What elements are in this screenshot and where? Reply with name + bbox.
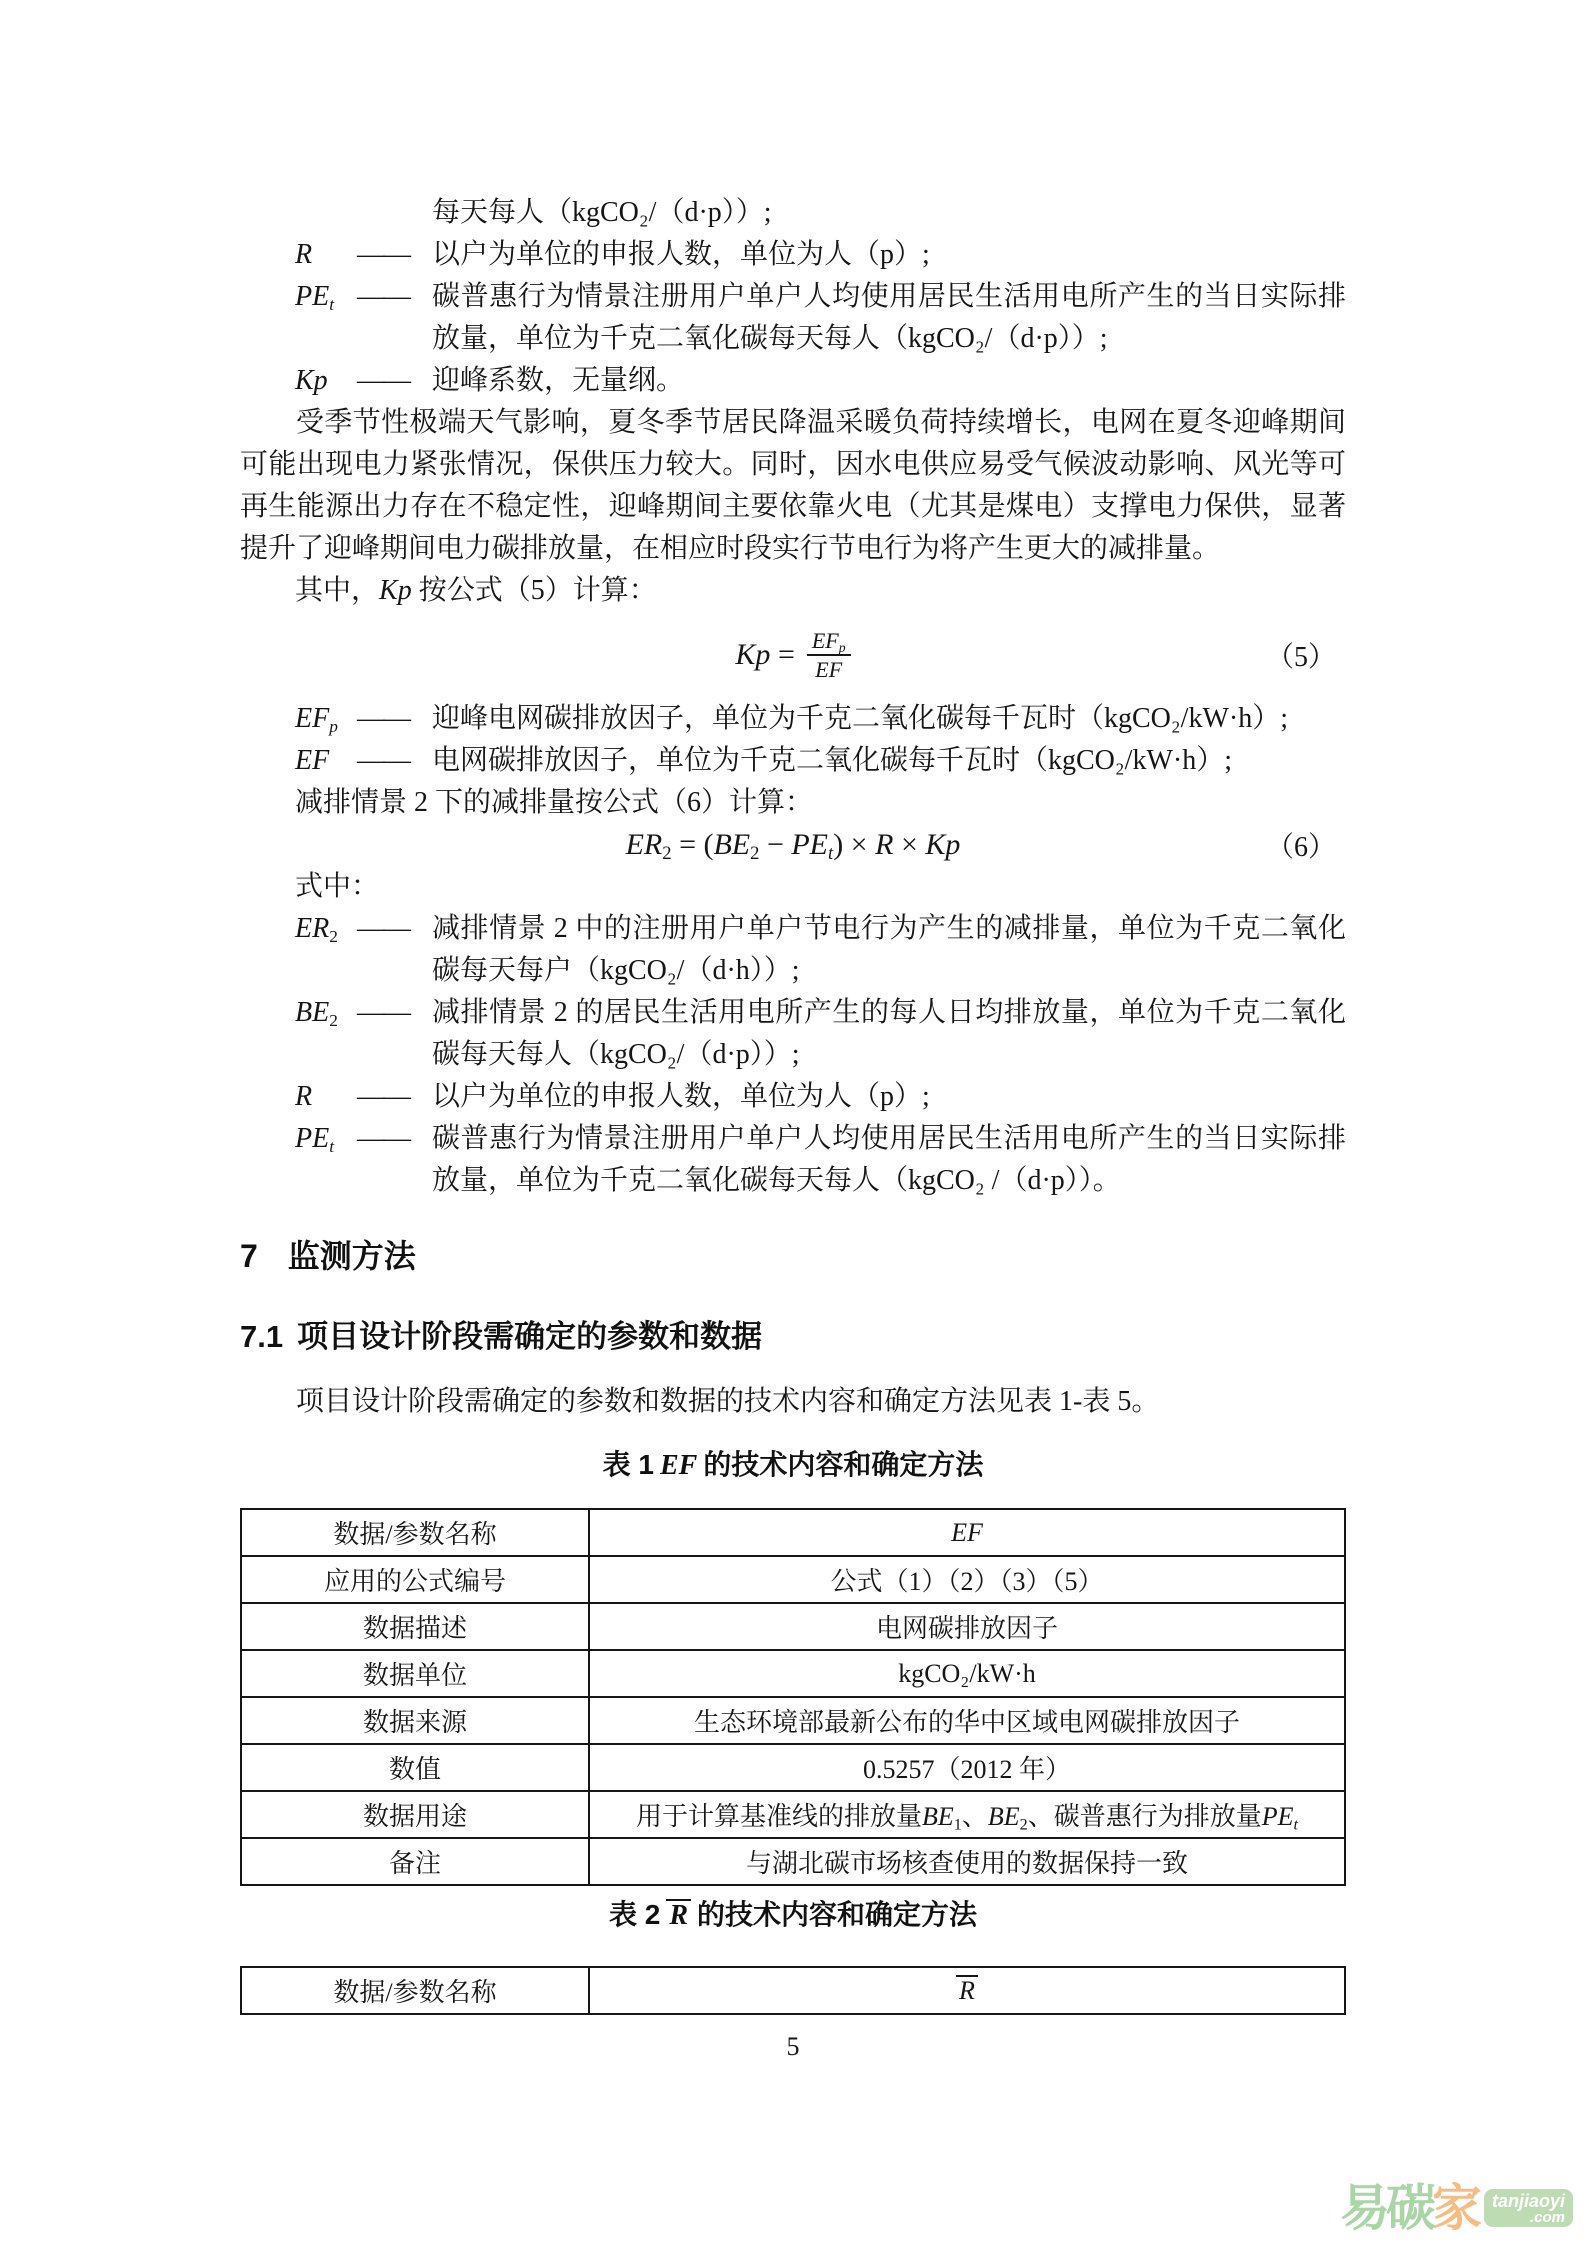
rbar-symbol: R — [956, 1975, 978, 2004]
caption-suffix: 的技术内容和确定方法 — [703, 1449, 984, 1480]
term-definition: 减排情景 2 的居民生活用电所产生的每人日均排放量，单位为千克二氧化碳每天每人（kgCO₂/（d·p））; — [432, 997, 1346, 1070]
where-label-line: 式中： — [295, 871, 380, 902]
formula5-number-label: （5） — [1265, 642, 1336, 673]
term-row-EF — [240, 740, 1346, 782]
table-row — [241, 1697, 1345, 1744]
subsection-heading-7-1 — [240, 1315, 1346, 1359]
formula-6 — [240, 824, 1346, 866]
yitanjia-watermark-logo — [1340, 2179, 1573, 2237]
row-label-cell: 数据来源 — [241, 1697, 589, 1744]
section-title: 监测方法 — [287, 1238, 416, 1274]
definition-continuation-line: 每天每人（kgCO₂/（d·p））; — [432, 197, 772, 228]
subsection-title: 项目设计阶段需确定的参数和数据 — [297, 1319, 763, 1354]
table-1-caption — [240, 1444, 1346, 1487]
caption-suffix: 的技术内容和确定方法 — [697, 1899, 978, 1930]
subsection-paragraph: 项目设计阶段需确定的参数和数据的技术内容和确定方法见表 1-表 5。 — [296, 1386, 1160, 1417]
table-row — [241, 1650, 1345, 1697]
page-content — [240, 192, 1346, 2062]
term-definition: 以户为单位的申报人数，单位为人（p）; — [432, 1081, 930, 1112]
row-label-cell: 数据/参数名称 — [241, 1509, 589, 1556]
watermark-char-yi: 易 — [1339, 2180, 1386, 2236]
data-table-2-Rbar — [240, 1966, 1346, 2015]
table-row — [241, 1603, 1345, 1650]
caption-variable-Rbar: R — [666, 1900, 691, 1931]
row-value-cell: 与湖北碳市场核查使用的数据保持一致 — [589, 1838, 1345, 1885]
term-definition: 减排情景 2 中的注册用户单户节电行为产生的减排量，单位为千克二氧化碳每天每户（kgCO₂/（d·h））; — [432, 913, 1346, 986]
fraction-numerator: $EF_p$ — [807, 628, 851, 656]
table-2-caption — [240, 1894, 1346, 1937]
term-dash: —— — [357, 281, 409, 312]
section-heading-7 — [240, 1234, 1346, 1278]
row-value-cell: 生态环境部最新公布的华中区域电网碳排放因子 — [589, 1697, 1345, 1744]
row-value-cell: 电网碳排放因子 — [589, 1603, 1345, 1650]
term-dash: —— — [357, 703, 409, 734]
fraction-denominator: EF — [815, 657, 843, 682]
term-definition: 迎峰电网碳排放因子，单位为千克二氧化碳每千瓦时（kgCO₂/kW·h）; — [432, 703, 1288, 734]
term-row-R2 — [240, 1076, 1346, 1118]
term-row-R — [240, 234, 1346, 276]
term-definition: 以户为单位的申报人数，单位为人（p）; — [432, 239, 930, 270]
term-definition: 碳普惠行为情景注册用户单户人均使用居民生活用电所产生的当日实际排放量，单位为千克二氧化碳每天每人（kgCO₂/（d·p））; — [432, 281, 1346, 354]
table-row — [241, 1556, 1345, 1603]
term-row-PEt2 — [240, 1118, 1346, 1202]
caption-variable-EF: EF — [659, 1450, 698, 1481]
term-symbol-EF: EF — [295, 745, 330, 776]
row-value-cell: EF — [589, 1509, 1345, 1556]
row-label-cell: 备注 — [241, 1838, 589, 1885]
term-symbol-EFp: $EF_p$ — [295, 703, 338, 736]
watermark-site-name: tanjiaoyi — [1491, 2191, 1565, 2211]
row-label-cell: 数据单位 — [241, 1650, 589, 1697]
page-number: 5 — [786, 2032, 800, 2061]
watermark-site-tld: .com — [1529, 2209, 1565, 2226]
body-paragraph-season: 受季节性极端天气影响，夏冬季节居民降温采暖负荷持续增长，电网在夏冬迎峰期间可能出现电力紧张情况，保供压力较大。同时，因水电供应易受气候波动影响、风光等可再生能源出力存在不稳定性，迎峰期间主要依靠火电（尤其是煤电）支撑电力保供，显著提升了迎峰期间电力碳排放量，在相应时段实行节电行为将产生更大的减排量。 — [240, 407, 1346, 564]
term-symbol-R: R — [295, 1081, 313, 1112]
term-definition: 迎峰系数，无量纲。 — [432, 365, 685, 396]
row-label-cell: 数据描述 — [241, 1603, 589, 1650]
row-label-cell: 应用的公式编号 — [241, 1556, 589, 1603]
section-number: 7 — [240, 1238, 258, 1274]
term-dash: —— — [357, 997, 409, 1028]
term-row-ER2 — [240, 908, 1346, 992]
caption-prefix: 表 2 — [608, 1899, 661, 1930]
term-definition: 电网碳排放因子，单位为千克二氧化碳每千瓦时（kgCO₂/kW·h）; — [432, 745, 1232, 776]
row-label-cell: 数值 — [241, 1744, 589, 1791]
term-dash: —— — [357, 239, 409, 270]
table-row — [241, 1967, 1345, 2014]
term-row-PEt — [240, 276, 1346, 360]
table-row — [241, 1509, 1345, 1556]
data-table-1-EF — [240, 1508, 1346, 1886]
term-symbol-R: R — [295, 239, 313, 270]
formula-5 — [240, 612, 1346, 698]
term-dash: —— — [357, 1081, 409, 1112]
row-value-cell: 0.5257（2012 年） — [589, 1744, 1345, 1791]
term-dash: —— — [357, 365, 409, 396]
formula5-intro-line: 其中，Kp 按公式（5）计算： — [295, 575, 657, 606]
row-value-cell: kgCO₂/kW·h — [589, 1650, 1345, 1697]
term-row-BE2 — [240, 992, 1346, 1076]
row-label-cell: 数据/参数名称 — [241, 1967, 589, 2014]
formula6-number-label: （6） — [1265, 832, 1336, 863]
row-value-cell: 公式（1）（2）（3）（5） — [589, 1556, 1345, 1603]
term-row-EFp — [240, 698, 1346, 740]
term-symbol-PEt: $PE_t$ — [295, 281, 335, 314]
term-dash: —— — [357, 745, 409, 776]
term-row-Kp — [240, 360, 1346, 402]
term-definition: 碳普惠行为情景注册用户单户人均使用居民生活用电所产生的当日实际排放量，单位为千克二氧化碳每天每人（kgCO₂ /（d·p））。 — [432, 1123, 1346, 1196]
formula6-expression: $ER_2 = (BE_2 - PE_t) \times R \times Kp$ — [625, 828, 961, 865]
watermark-char-tan: 碳 — [1385, 2180, 1432, 2236]
term-symbol-PEt: $PE_t$ — [295, 1123, 335, 1156]
formula5-fraction — [807, 628, 851, 683]
subsection-number: 7.1 — [240, 1319, 284, 1354]
watermark-char-jia: 家 — [1431, 2180, 1478, 2236]
watermark-badge — [1484, 2189, 1573, 2227]
row-value-cell: 用于计算基准线的排放量$BE_1$、$BE_2$、碳普惠行为排放量$PE_t$ — [589, 1791, 1345, 1838]
formula5-lhs: Kp = — [735, 638, 795, 671]
caption-prefix: 表 1 — [602, 1449, 654, 1480]
row-value-cell — [589, 1967, 1345, 2014]
term-dash: —— — [357, 913, 409, 944]
table-row — [241, 1838, 1345, 1885]
term-dash: —— — [357, 1123, 409, 1154]
row-label-cell: 数据用途 — [241, 1791, 589, 1838]
term-symbol-ER2: $ER_2$ — [295, 913, 338, 946]
term-symbol-Kp: Kp — [295, 365, 328, 396]
formula6-intro-line: 减排情景 2 下的减排量按公式（6）计算： — [295, 787, 814, 818]
table-row — [241, 1744, 1345, 1791]
table-row — [241, 1791, 1345, 1838]
term-symbol-BE2: $BE_2$ — [295, 997, 338, 1030]
